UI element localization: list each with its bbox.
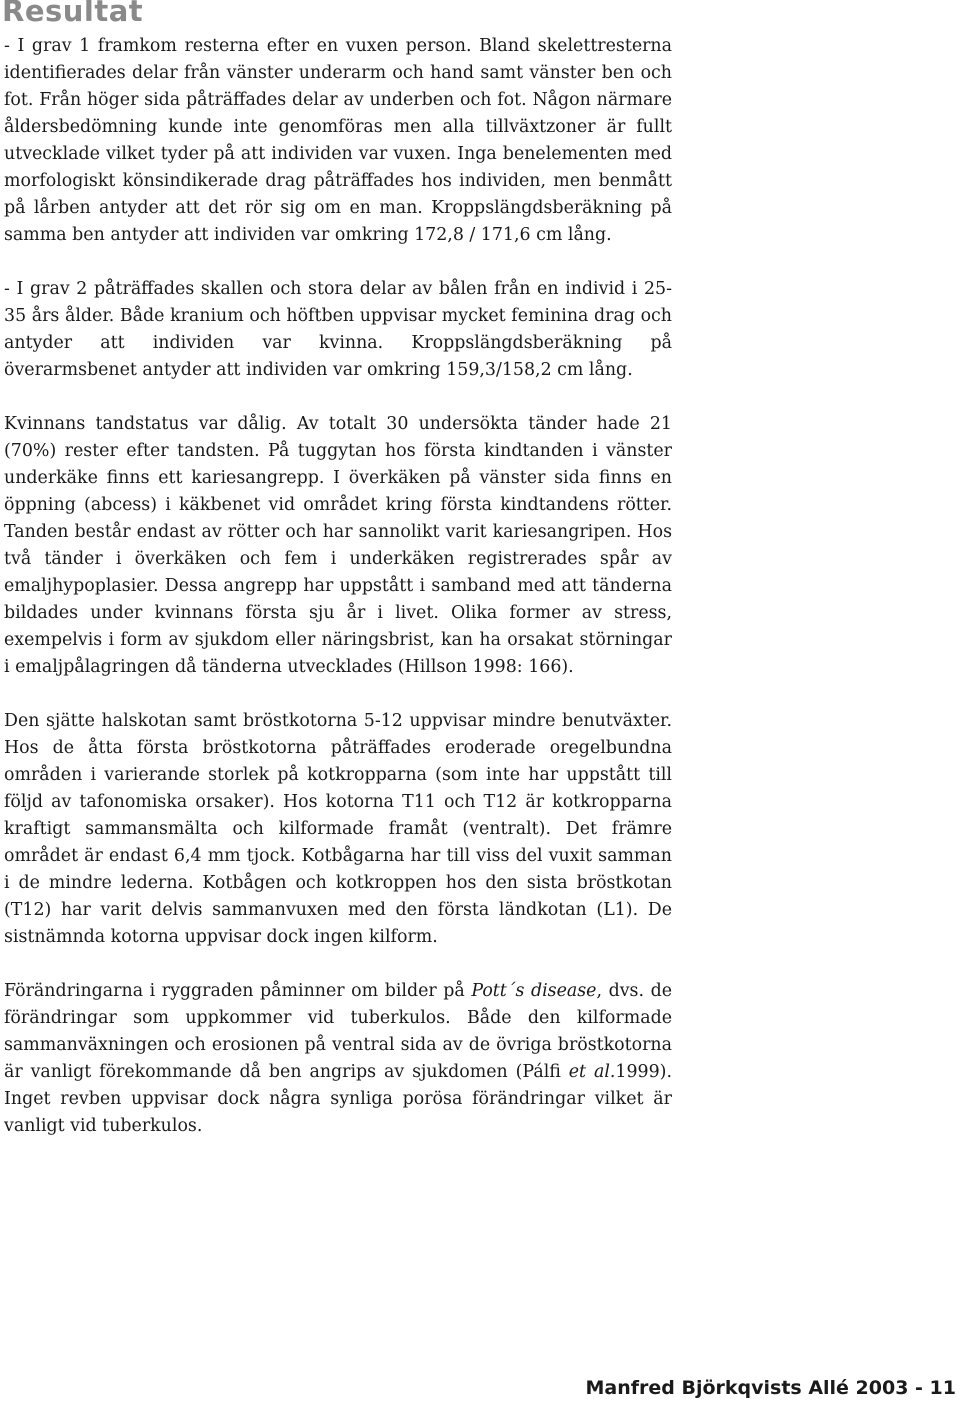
paragraph-tandstatus: Kvinnans tandstatus var dålig. Av totalt 30 undersökta tänder hade 21 (70%) rester efter tandsten. På tuggytan hos första kindtanden i vänster underkäke finns ett kariesangrepp. I överkäken på vänster sida finns en öppning (abcess) i käkbenet vid området kring första kindtandens rötter. Tanden består endast av rötter och har sannolikt varit kariesangripen. Hos två tänder i överkäken och fem i underkäken registrerades spår av emaljhypoplasier. Dessa angrepp har uppstått i samband med att tänderna bildades under kvinnans första sju år i livet. Olika former av stress, exempelvis i form av sjukdom eller näringsbrist, kan ha orsakat störningar i emaljpålagringen då tänderna utvecklades (Hillson 1998: 166). xyxy=(4,414,672,677)
paragraph-tuberkulos-part-1: Förändringarna i ryggraden påminner om bilder på xyxy=(4,981,472,1001)
et-al-term: et al. xyxy=(568,1062,616,1082)
paragraph-kotor: Den sjätte halskotan samt bröstkotorna 5-12 uppvisar mindre benutväxter. Hos de åtta första bröstkotorna påträffades eroderade oregelbundna områden i varierande storlek på kotkropparna (som inte har uppstått till följd av tafonomiska orsaker). Hos kotorna T11 och T12 är kotkropparna kraftigt sammansmälta och kilformade framåt (ventralt). Det främre området är endast 6,4 mm tjock. Kotbågarna har till viss del vuxit samman i de mindre lederna. Kotbågen och kotkroppen hos den sista bröstkotan (T12) har varit delvis sammanvuxen med den första ländkotan (L1). De sistnämnda kotorna uppvisar dock ingen kilform. xyxy=(4,711,672,947)
paragraph-tuberkulos xyxy=(4,978,672,1140)
page-heading: Resultat xyxy=(2,0,144,28)
pott-disease-term: Pott´s disease xyxy=(471,981,597,1001)
paragraph-tuberkulos-part-3: 1999). Inget revben uppvisar dock några synliga porösa förändringar vilket är vanligt vid tuberkulos. xyxy=(4,1062,672,1136)
body-text xyxy=(4,33,672,1167)
paragraph-grav-2: - I grav 2 påträffades skallen och stora delar av bålen från en individ i 25-35 års ålder. Både kranium och höftben uppvisar mycket feminina drag och antyder att individen var kvinna. Kroppslängdsberäkning på överarmsbenet antyder att individen var omkring 159,3/158,2 cm lång. xyxy=(4,279,672,380)
paragraph-grav-1: - I grav 1 framkom resterna efter en vuxen person. Bland skelettresterna identifierades delar från vänster underarm och hand samt vänster ben och fot. Från höger sida påträffades delar av underben och fot. Någon närmare åldersbedömning kunde inte genomföras men alla tillväxtzoner är fullt utvecklade vilket tyder på att individen var vuxen. Inga benelementen med morfologiskt könsindikerade drag påträffades hos individen, men benmått på lårben antyder att det rör sig om en man. Kroppslängdsberäkning på samma ben antyder att individen var omkring 172,8 / 171,6 cm lång. xyxy=(4,36,672,245)
paragraph-tuberkulos-part-2: , dvs. de förändringar som uppkommer vid tuberkulos. Både den kilformade sammanväxningen och erosionen på ventral sida av de övriga bröstkotorna är vanligt förekommande då ben angrips av sjukdomen (Pálfi xyxy=(4,981,672,1082)
page-footer: Manfred Björkqvists Allé 2003 - 11 xyxy=(585,1377,956,1399)
